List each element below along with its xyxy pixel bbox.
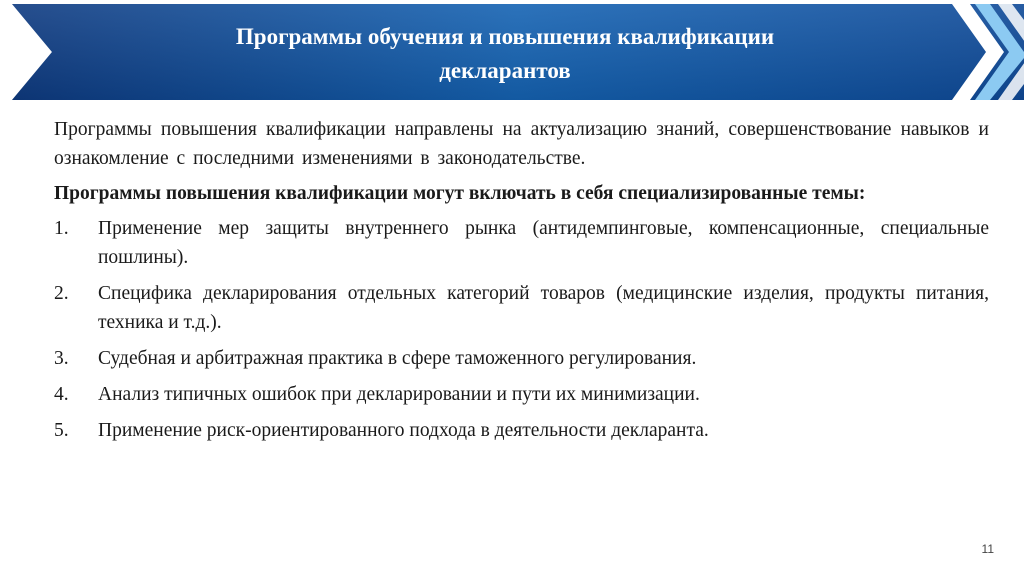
topics-heading: Программы повышения квалификации могут включать в себя специализированные темы: (54, 183, 866, 204)
title-line-1: Программы обучения и повышения квалификации (235, 24, 775, 49)
list-item (54, 416, 989, 445)
intro-paragraph: Программы повышения квалификации направлены на актуализацию знаний, совершенствование навыков и ознакомление с последними изменениями в законодательстве. (54, 119, 989, 169)
list-item (54, 380, 989, 409)
list-item (54, 214, 989, 272)
list-item-number: 3. (54, 348, 69, 369)
list-item (54, 279, 989, 337)
slide-body (54, 115, 989, 452)
list-item-number: 1. (54, 218, 69, 239)
list-item-text: Специфика декларирования отдельных категорий товаров (медицинские изделия, продукты питания, техника и т.д.). (98, 283, 989, 333)
list-item-text: Судебная и арбитражная практика в сфере таможенного регулирования. (98, 348, 697, 369)
list-item-text: Применение мер защиты внутреннего рынка (антидемпинговые, компенсационные, специальные пошлины). (98, 218, 989, 268)
list-item-number: 4. (54, 384, 69, 405)
title-banner (0, 0, 1024, 100)
page-number: 11 (981, 542, 994, 556)
title-line-2: декларантов (439, 58, 571, 83)
list-item-text: Анализ типичных ошибок при декларировании и пути их минимизации. (98, 384, 700, 405)
list-item-text: Применение риск-ориентированного подхода в деятельности декларанта. (98, 420, 709, 441)
topics-list (54, 214, 989, 445)
list-item (54, 344, 989, 373)
list-item-number: 2. (54, 283, 69, 304)
list-item-number: 5. (54, 420, 69, 441)
page-title (70, 14, 940, 94)
